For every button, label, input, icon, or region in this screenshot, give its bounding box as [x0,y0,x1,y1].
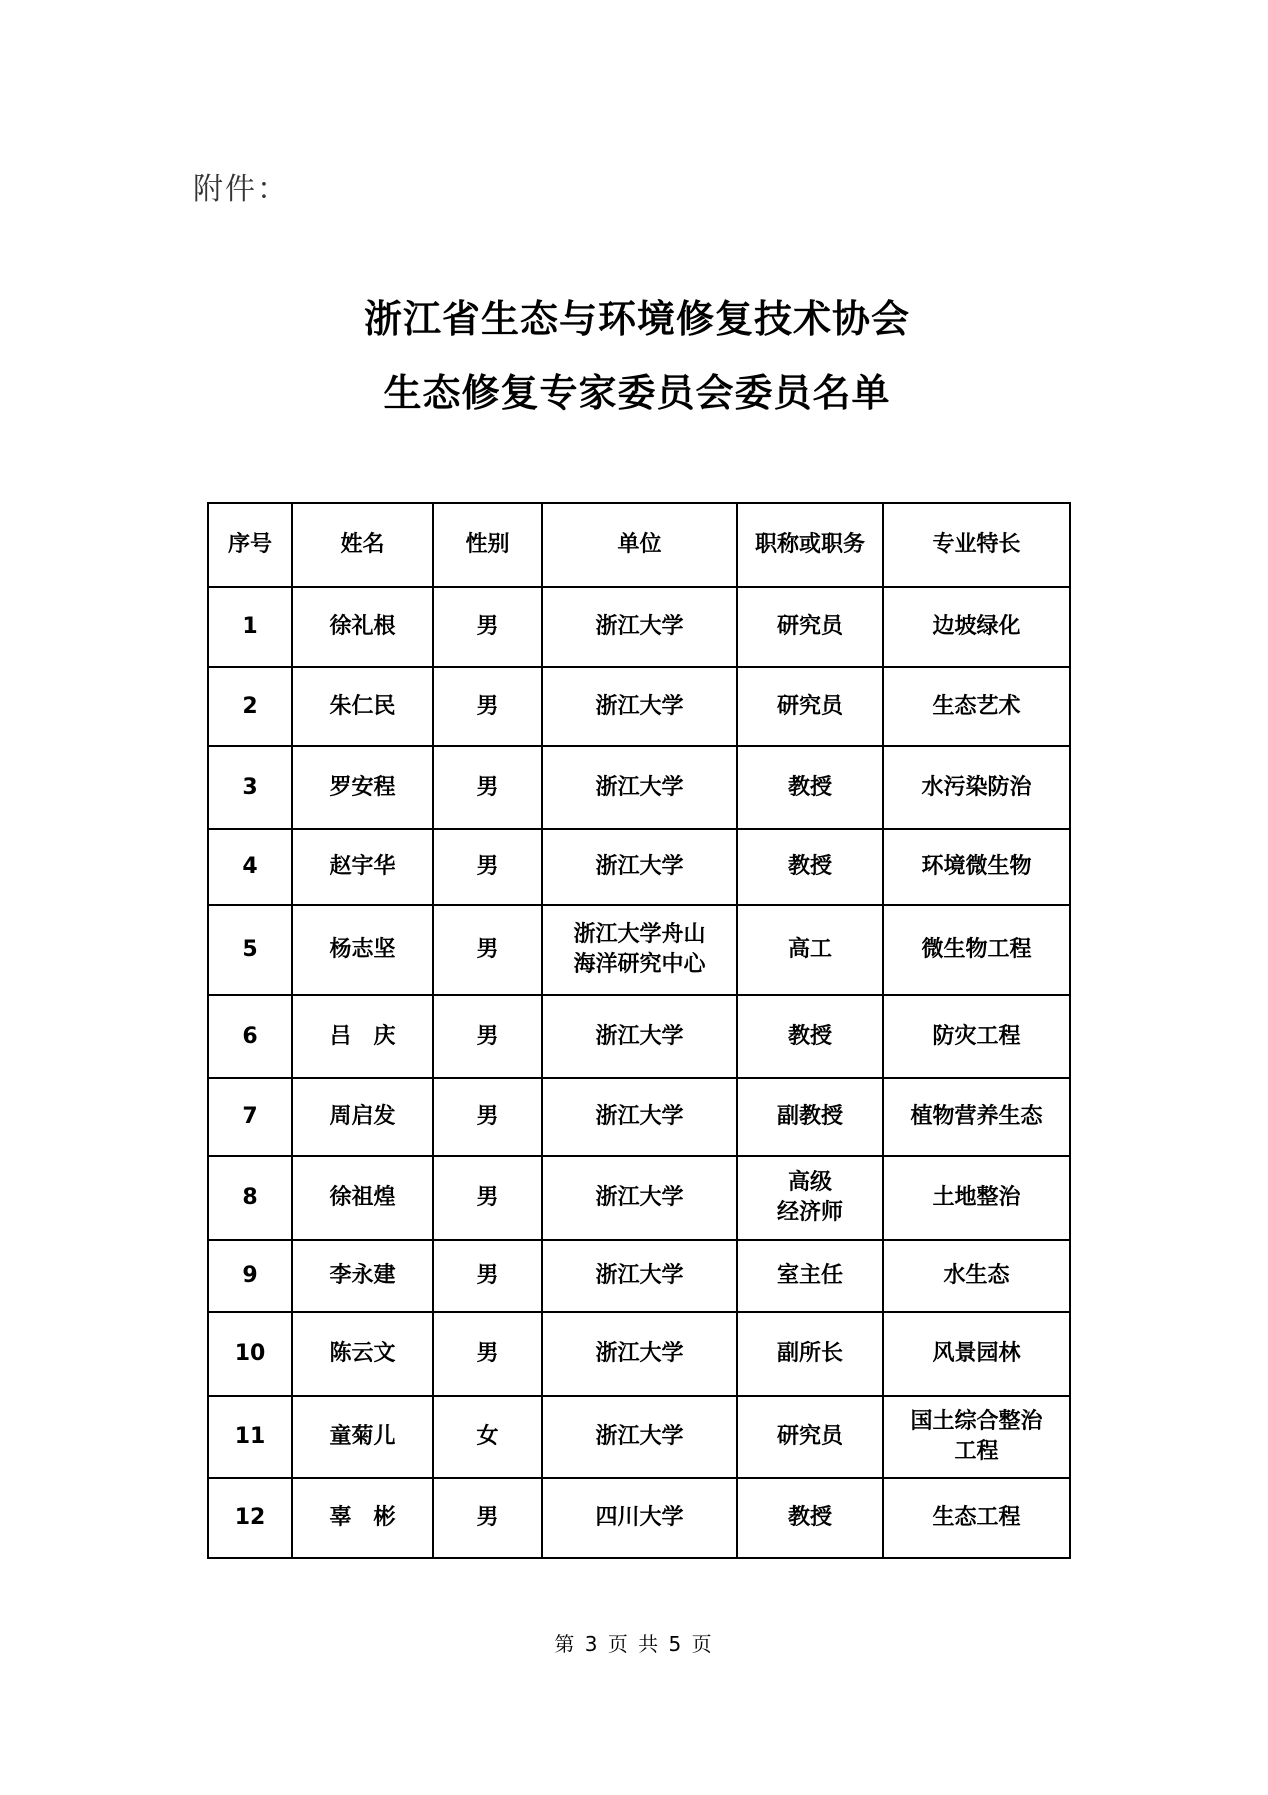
page-footer: 第 3 页 共 5 页 [554,1632,714,1656]
cell-specialty: 微生物工程 [883,905,1070,995]
cell-index: 4 [208,829,292,905]
cell-unit: 浙江大学 [542,1396,737,1478]
table-row [208,587,1070,667]
cell-gender: 男 [433,1078,542,1156]
cell-unit: 浙江大学 [542,829,737,905]
table-row [208,1078,1070,1156]
member-table [207,502,1071,1559]
document-title-line1: 浙江省生态与环境修复技术协会 [363,296,910,341]
header-index: 序号 [208,503,292,587]
cell-name: 徐祖煌 [292,1156,433,1240]
table-row [208,1396,1070,1478]
cell-gender: 男 [433,905,542,995]
cell-specialty: 边坡绿化 [883,587,1070,667]
cell-specialty: 国土综合整治 工程 [883,1396,1070,1478]
cell-specialty: 水污染防治 [883,746,1070,829]
cell-gender: 男 [433,1312,542,1396]
cell-index: 2 [208,667,292,746]
cell-title: 研究员 [737,667,883,746]
cell-name: 周启发 [292,1078,433,1156]
cell-name: 徐礼根 [292,587,433,667]
cell-name: 朱仁民 [292,667,433,746]
cell-index: 10 [208,1312,292,1396]
cell-title: 副教授 [737,1078,883,1156]
cell-title: 教授 [737,995,883,1078]
cell-name: 吕 庆 [292,995,433,1078]
cell-index: 1 [208,587,292,667]
cell-specialty: 环境微生物 [883,829,1070,905]
cell-unit: 四川大学 [542,1478,737,1558]
cell-index: 11 [208,1396,292,1478]
cell-title: 室主任 [737,1240,883,1312]
table-row [208,829,1070,905]
cell-title: 副所长 [737,1312,883,1396]
table-body [208,587,1070,1558]
cell-name: 童菊儿 [292,1396,433,1478]
cell-name: 李永建 [292,1240,433,1312]
header-unit: 单位 [542,503,737,587]
header-name: 姓名 [292,503,433,587]
cell-specialty: 防灾工程 [883,995,1070,1078]
table-row [208,995,1070,1078]
cell-name: 罗安程 [292,746,433,829]
cell-specialty: 生态艺术 [883,667,1070,746]
cell-name: 辜 彬 [292,1478,433,1558]
cell-title: 教授 [737,829,883,905]
cell-unit: 浙江大学 [542,1078,737,1156]
cell-unit: 浙江大学 [542,1240,737,1312]
cell-gender: 男 [433,829,542,905]
cell-unit: 浙江大学 [542,746,737,829]
table-row [208,667,1070,746]
table-row [208,1478,1070,1558]
cell-unit: 浙江大学 [542,1156,737,1240]
cell-index: 7 [208,1078,292,1156]
table-header-row [208,503,1070,587]
cell-specialty: 植物营养生态 [883,1078,1070,1156]
cell-title: 教授 [737,746,883,829]
cell-unit: 浙江大学 [542,667,737,746]
cell-index: 8 [208,1156,292,1240]
header-title: 职称或职务 [737,503,883,587]
cell-gender: 男 [433,746,542,829]
cell-specialty: 水生态 [883,1240,1070,1312]
cell-specialty: 土地整治 [883,1156,1070,1240]
cell-title: 高工 [737,905,883,995]
cell-name: 赵宇华 [292,829,433,905]
attachment-label: 附件： [193,172,289,207]
cell-name: 陈云文 [292,1312,433,1396]
cell-gender: 男 [433,587,542,667]
cell-gender: 男 [433,1478,542,1558]
cell-gender: 女 [433,1396,542,1478]
document-title-line2: 生态修复专家委员会委员名单 [383,370,891,415]
cell-specialty: 生态工程 [883,1478,1070,1558]
cell-specialty: 风景园林 [883,1312,1070,1396]
cell-index: 9 [208,1240,292,1312]
cell-gender: 男 [433,667,542,746]
cell-name: 杨志坚 [292,905,433,995]
table-row [208,905,1070,995]
cell-index: 6 [208,995,292,1078]
cell-title: 高级 经济师 [737,1156,883,1240]
cell-title: 教授 [737,1478,883,1558]
table-row [208,1240,1070,1312]
cell-title: 研究员 [737,587,883,667]
cell-unit: 浙江大学 [542,995,737,1078]
cell-unit: 浙江大学舟山 海洋研究中心 [542,905,737,995]
cell-index: 5 [208,905,292,995]
table-row [208,1156,1070,1240]
cell-gender: 男 [433,995,542,1078]
cell-index: 3 [208,746,292,829]
cell-gender: 男 [433,1156,542,1240]
table-row [208,1312,1070,1396]
header-specialty: 专业特长 [883,503,1070,587]
cell-gender: 男 [433,1240,542,1312]
cell-unit: 浙江大学 [542,1312,737,1396]
cell-title: 研究员 [737,1396,883,1478]
cell-index: 12 [208,1478,292,1558]
table-row [208,746,1070,829]
header-gender: 性别 [433,503,542,587]
cell-unit: 浙江大学 [542,587,737,667]
